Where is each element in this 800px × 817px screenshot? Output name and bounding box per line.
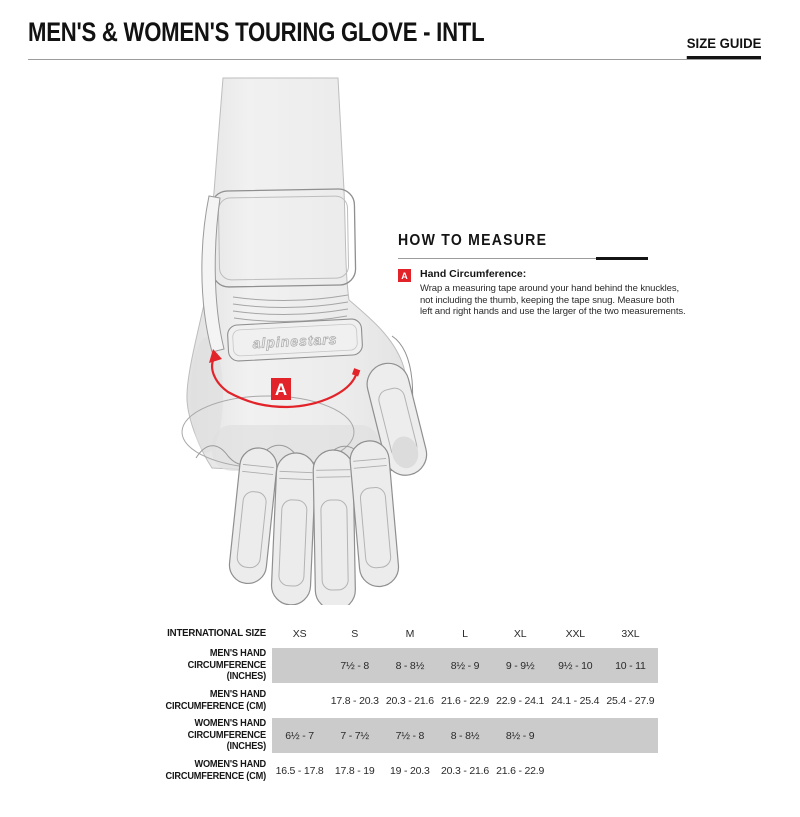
cell: 17.8 - 19 bbox=[334, 764, 375, 777]
cell: 9 - 9½ bbox=[505, 659, 535, 672]
size-guide-label: SIZE GUIDE bbox=[686, 35, 761, 60]
row-label: MEN'S HAND CIRCUMFERENCE (CM) bbox=[165, 689, 266, 712]
hand-circumference-item bbox=[398, 268, 686, 318]
row-values bbox=[272, 648, 658, 683]
measurement-a-marker: A bbox=[398, 269, 411, 282]
row-label: MEN'S HAND CIRCUMFERENCE (INCHES) bbox=[187, 648, 266, 683]
size-col: L bbox=[462, 628, 468, 640]
cell: 6½ - 7 bbox=[285, 729, 314, 742]
glove-lineart bbox=[175, 75, 465, 605]
middle-finger bbox=[313, 450, 356, 605]
glove-illustration bbox=[175, 75, 465, 605]
table-row-womens-inches bbox=[145, 718, 659, 753]
row-label: WOMEN'S HAND CIRCUMFERENCE (CM) bbox=[165, 759, 266, 782]
size-table bbox=[145, 620, 659, 788]
instruction-line: left and right hands and use the larger of the two measurements. bbox=[420, 306, 686, 318]
row-values bbox=[272, 683, 658, 718]
cell: 8 - 8½ bbox=[450, 729, 480, 742]
table-row-mens-inches bbox=[145, 648, 659, 683]
size-column-headers bbox=[272, 620, 658, 648]
cell: 8½ - 9 bbox=[505, 729, 535, 742]
cell: 16.5 - 17.8 bbox=[275, 764, 324, 777]
how-to-measure-heading: HOW TO MEASURE bbox=[398, 232, 548, 249]
fingers bbox=[228, 439, 401, 605]
row-values bbox=[272, 718, 658, 753]
cell: 7½ - 8 bbox=[340, 659, 369, 672]
size-col: S bbox=[351, 628, 359, 640]
size-col: XL bbox=[513, 628, 527, 640]
cell: 17.8 - 20.3 bbox=[330, 694, 379, 707]
cell: 9½ - 10 bbox=[558, 659, 593, 672]
cell: 20.3 - 21.6 bbox=[385, 694, 434, 707]
brand-strap bbox=[227, 319, 363, 362]
cell: 20.3 - 21.6 bbox=[440, 764, 489, 777]
cell: 8½ - 9 bbox=[450, 659, 480, 672]
cell: 19 - 20.3 bbox=[390, 764, 430, 777]
instruction-line: not including the thumb, keeping the tape snug. Measure both bbox=[420, 294, 675, 306]
hand-circumference-title: Hand Circumference: bbox=[420, 268, 527, 280]
instruction-line: Wrap a measuring tape around your hand behind the knuckles, bbox=[420, 283, 680, 294]
size-col: 3XL bbox=[621, 628, 640, 640]
cell: 25.4 - 27.9 bbox=[606, 694, 655, 707]
cell: 7½ - 8 bbox=[395, 729, 425, 742]
how-to-measure-section bbox=[398, 232, 686, 318]
row-label: WOMEN'S HAND CIRCUMFERENCE (INCHES) bbox=[187, 718, 266, 753]
size-col: XXL bbox=[565, 628, 585, 640]
how-to-measure-divider bbox=[398, 257, 648, 260]
cell: 22.9 - 24.1 bbox=[496, 694, 545, 707]
size-col: XS bbox=[292, 628, 307, 640]
page-title: MEN'S & WOMEN'S TOURING GLOVE - INTL bbox=[28, 17, 485, 47]
cell: 10 - 11 bbox=[615, 659, 646, 672]
table-header-row bbox=[145, 620, 659, 648]
cell: 24.1 - 25.4 bbox=[551, 694, 600, 707]
size-col: M bbox=[405, 628, 415, 640]
ring-finger bbox=[271, 452, 317, 605]
table-row-mens-cm bbox=[145, 683, 659, 718]
row-values bbox=[272, 753, 658, 788]
header-divider bbox=[28, 59, 761, 60]
cell: 8 - 8½ bbox=[395, 659, 425, 672]
cell: 21.6 - 22.9 bbox=[496, 764, 545, 777]
brand-logo-text: alpinestars bbox=[252, 330, 338, 352]
cell: 21.6 - 22.9 bbox=[440, 694, 489, 707]
table-row-womens-cm bbox=[145, 753, 659, 788]
column-header-label: INTERNATIONAL SIZE bbox=[167, 627, 266, 640]
cell: 7 - 7½ bbox=[340, 729, 369, 742]
measurement-label-letter: A bbox=[274, 380, 288, 399]
